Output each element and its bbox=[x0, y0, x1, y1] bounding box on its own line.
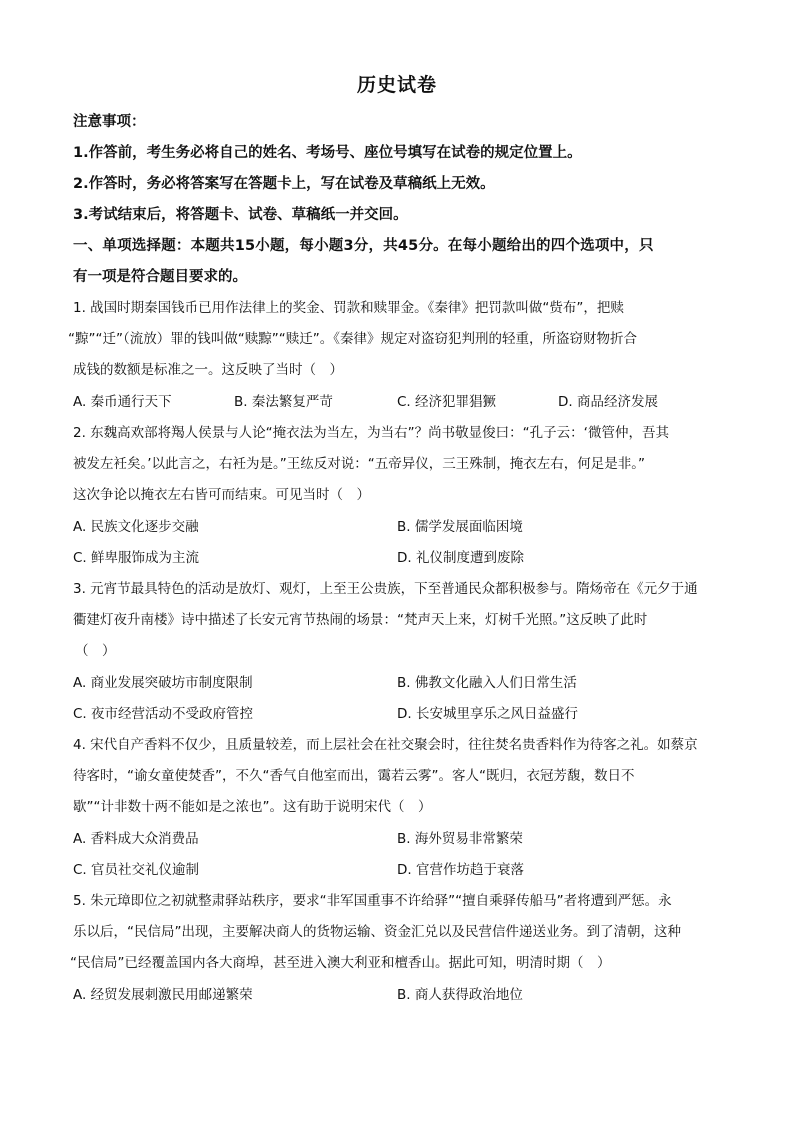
note-item-2: 2.作答时，务必将答案写在答题卡上，写在试卷及草稿纸上无效。 bbox=[73, 176, 495, 192]
section-heading-line1: 一、单项选择题：本题共15小题，每小题3分，共45分。在每小题给出的四个选项中，只 bbox=[73, 238, 654, 254]
question-1-option-c[interactable]: C. 经济犯罪猖獗 bbox=[397, 394, 497, 410]
question-4-option-c[interactable]: C. 官员社交礼仪逾制 bbox=[73, 862, 200, 878]
question-4-line-2: 待客时，“谕女童使焚香”，不久“香气自他室而出，霭若云雾”。客人“既归，衣冠芳馥，数日不 bbox=[73, 768, 635, 784]
question-1-line-2: “黥”“迁”（流放）罪的钱叫做“赎黥”“赎迁”。《秦律》规定对盗窃犯判刑的轻重，所盗窃财物折合 bbox=[68, 331, 637, 347]
question-5-option-a[interactable]: A. 经贸发展刺激民用邮递繁荣 bbox=[73, 987, 253, 1003]
question-3-option-c[interactable]: C. 夜市经营活动不受政府管控 bbox=[73, 706, 254, 722]
question-2-option-b[interactable]: B. 儒学发展面临困境 bbox=[397, 519, 523, 535]
question-5-line-1: 5. 朱元璋即位之初就整肃驿站秩序，要求“非军国重事不许给驿”“擅自乘驿传船马”者将遭到严惩。永 bbox=[73, 893, 672, 909]
question-1-option-b[interactable]: B. 秦法繁复严苛 bbox=[234, 394, 333, 410]
question-2-option-d[interactable]: D. 礼仪制度遭到废除 bbox=[397, 550, 524, 566]
question-3-option-a[interactable]: A. 商业发展突破坊市制度限制 bbox=[73, 675, 253, 691]
question-4-option-d[interactable]: D. 官营作坊趋于衰落 bbox=[397, 862, 524, 878]
question-1-option-a[interactable]: A. 秦币通行天下 bbox=[73, 394, 172, 410]
question-3-line-3: （ ） bbox=[75, 643, 116, 659]
question-2-line-1: 2. 东魏高欢部将羯人侯景与人论“掩衣法为当左，为当右”？尚书敬显俊曰：“孔子云：‘微管仲，吾其 bbox=[73, 425, 669, 441]
question-3-option-b[interactable]: B. 佛教文化融入人们日常生活 bbox=[397, 675, 577, 691]
question-5-option-b[interactable]: B. 商人获得政治地位 bbox=[397, 987, 523, 1003]
question-2-option-c[interactable]: C. 鲜卑服饰成为主流 bbox=[73, 550, 200, 566]
question-3-line-1: 3. 元宵节最具特色的活动是放灯、观灯，上至王公贵族，下至普通民众都积极参与。隋炀帝在《元夕于通 bbox=[73, 581, 698, 597]
question-1-line-3: 成钱的数额是标准之一。这反映了当时（ ） bbox=[73, 362, 343, 378]
question-1-line-1: 1. 战国时期秦国钱币已用作法律上的奖金、罚款和赎罪金。《秦律》把罚款叫做“赀布”，把赎 bbox=[73, 300, 624, 316]
question-4-line-3: 歇”“计非数十两不能如是之浓也”。这有助于说明宋代（ ） bbox=[73, 799, 432, 815]
question-2-line-2: 被发左衽矣。’以此言之，右衽为是。”王纮反对说：“五帝异仪，三王殊制，掩衣左右，何足是非。” bbox=[73, 456, 646, 472]
question-5-line-3: “民信局”已经覆盖国内各大商埠，甚至进入澳大利亚和檀香山。据此可知，明清时期（ ） bbox=[70, 955, 611, 971]
question-2-option-a[interactable]: A. 民族文化逐步交融 bbox=[73, 519, 199, 535]
question-2-line-3: 这次争论以掩衣左右皆可而结束。可见当时（ ） bbox=[73, 487, 370, 503]
section-heading-line2: 有一项是符合题目要求的。 bbox=[73, 269, 247, 285]
question-1-option-d[interactable]: D. 商品经济发展 bbox=[558, 394, 658, 410]
notes-heading: 注意事项： bbox=[73, 114, 146, 130]
question-4-line-1: 4. 宋代自产香料不仅少，且质量较差，而上层社会在社交聚会时，往往焚名贵香料作为待客之礼。如蔡京 bbox=[73, 737, 698, 753]
note-item-3: 3.考试结束后，将答题卡、试卷、草稿纸一并交回。 bbox=[73, 207, 408, 223]
question-5-line-2: 乐以后，“民信局”出现，主要解决商人的货物运输、资金汇兑以及民营信件递送业务。到了清朝，这种 bbox=[73, 924, 681, 940]
exam-title: 历史试卷 bbox=[356, 74, 437, 96]
question-4-option-a[interactable]: A. 香料成大众消费品 bbox=[73, 831, 199, 847]
question-4-option-b[interactable]: B. 海外贸易非常繁荣 bbox=[397, 831, 523, 847]
question-3-option-d[interactable]: D. 长安城里享乐之风日益盛行 bbox=[397, 706, 578, 722]
question-3-line-2: 衢建灯夜升南楼》诗中描述了长安元宵节热闹的场景：“梵声天上来，灯树千光照。”这反映了此时 bbox=[73, 612, 648, 628]
note-item-1: 1.作答前，考生务必将自己的姓名、考场号、座位号填写在试卷的规定位置上。 bbox=[73, 145, 582, 161]
